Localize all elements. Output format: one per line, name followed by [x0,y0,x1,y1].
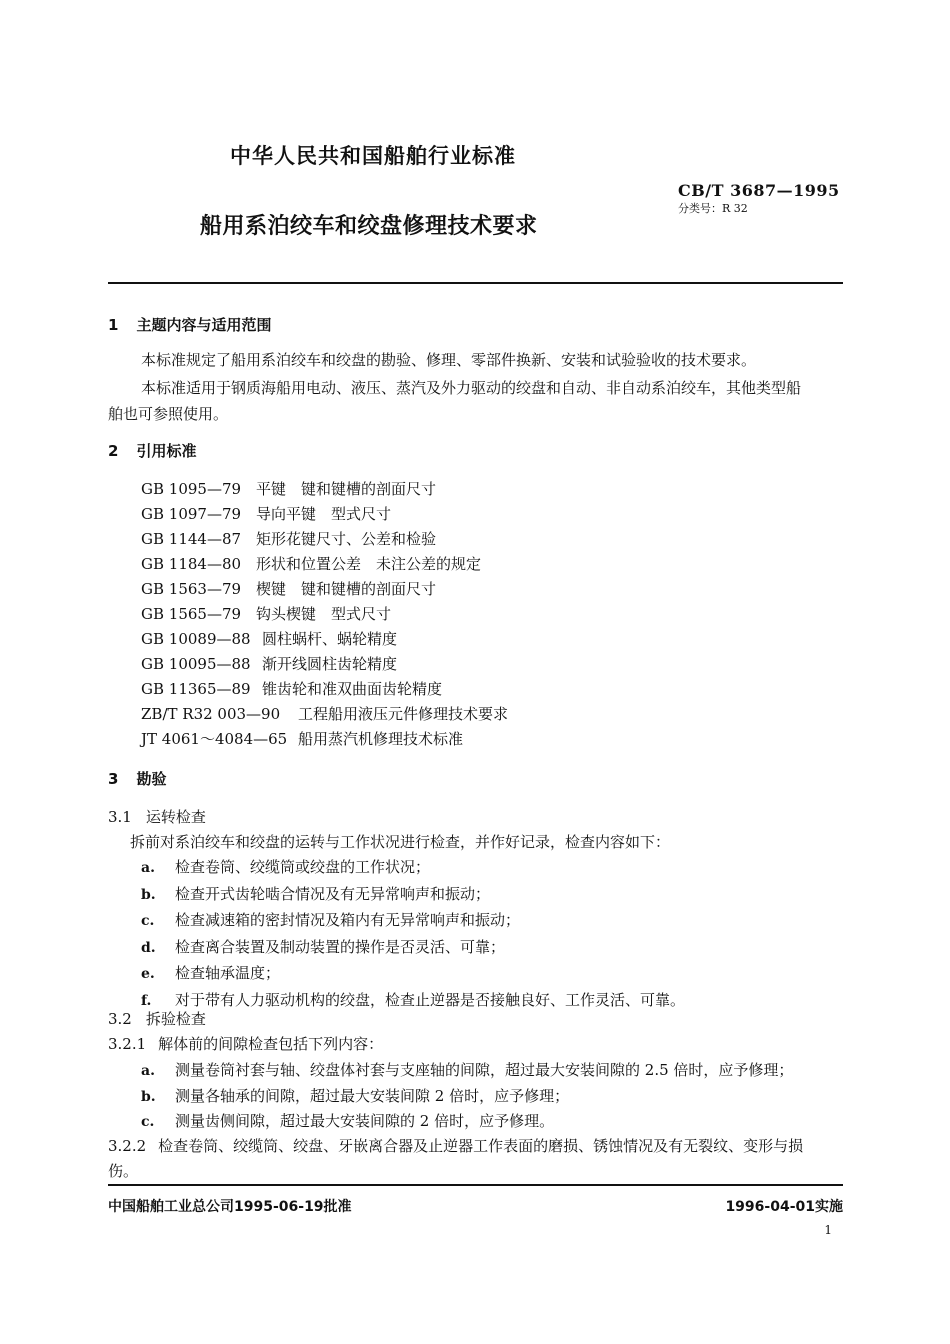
item-label: c. [141,1114,155,1130]
section-3-heading [108,768,166,789]
item-text: 检查轴承温度； [175,964,281,982]
reference-item [141,728,508,753]
reference-code: ZB/T R32 003—90 [141,705,281,723]
reference-title: 平键 键和键槽的剖面尺寸 [256,480,437,498]
implementation-date: 1996-04-01实施 [725,1199,843,1215]
reference-item [141,628,508,653]
list-item [141,1085,793,1111]
clause-3-2-2 [108,1135,803,1156]
subsection-number: 3.2 [108,1010,132,1028]
item-text: 检查减速箱的密封情况及箱内有无异常响声和振动； [175,911,521,929]
subsection-number: 3.1 [108,808,132,826]
section-2-heading [108,440,196,461]
reference-code: GB 10089—88 [141,630,251,648]
clearance-list [141,1059,793,1136]
item-text: 测量卷筒衬套与轴、绞盘体衬套与支座轴的间隙，超过最大安装间隙的 2.5 倍时，应予修理； [175,1061,794,1079]
list-item [141,936,685,963]
section-1-para-2-line-1: 本标准适用于钢质海船用电动、液压、蒸汽及外力驱动的绞盘和自动、非自动系泊绞车，其他类型船 [141,379,802,397]
item-label: a. [141,860,155,876]
reference-item [141,553,508,578]
classification-number: 分类号：R 32 [678,202,748,215]
reference-item [141,478,508,503]
clause-text: 检查卷筒、绞缆筒、绞盘、牙嵌离合器及止逆器工作表面的磨损、锈蚀情况及有无裂纹、变形与损 [158,1137,804,1155]
reference-code: GB 10095—88 [141,655,251,673]
reference-code: GB 1097—79 [141,505,242,523]
list-item [141,989,685,1016]
list-item [141,1059,793,1085]
section-title: 引用标准 [136,442,197,460]
reference-code: GB 1095—79 [141,480,242,498]
reference-title: 工程船用液压元件修理技术要求 [298,705,509,723]
clause-number: 3.2.2 [108,1137,147,1155]
section-1-para-1: 本标准规定了船用系泊绞车和绞盘的勘验、修理、零部件换新、安装和试验验收的技术要求。 [141,351,757,369]
reference-item [141,503,508,528]
section-number: 2 [108,442,119,460]
subsection-title: 运转检查 [145,808,206,826]
item-label: c. [141,913,155,929]
issuing-authority: 中华人民共和国船舶行业标准 [230,144,516,168]
reference-item [141,653,508,678]
reference-item [141,528,508,553]
reference-title: 形状和位置公差 未注公差的规定 [256,555,482,573]
reference-item [141,678,508,703]
section-number: 3 [108,770,119,788]
clause-number: 3.2.1 [108,1035,147,1053]
reference-title: 钩头楔键 型式尺寸 [256,605,392,623]
reference-item [141,603,508,628]
section-number: 1 [108,316,119,334]
section-1-para-2-line-2: 舶也可参照使用。 [108,405,229,423]
reference-title: 渐开线圆柱齿轮精度 [262,655,398,673]
list-item [141,962,685,989]
item-text: 测量齿侧间隙，超过最大安装间隙的 2 倍时，应予修理。 [175,1112,555,1130]
document-title: 船用系泊绞车和绞盘修理技术要求 [200,214,538,239]
reference-code: GB 1563—79 [141,580,242,598]
reference-title: 楔键 键和键槽的剖面尺寸 [256,580,437,598]
reference-item [141,578,508,603]
footer-divider [108,1184,843,1186]
check-list [141,856,685,1015]
section-title: 主题内容与适用范围 [136,316,272,334]
item-label: b. [141,886,156,903]
reference-code: GB 11365—89 [141,680,251,698]
item-text: 测量各轴承的间隙，超过最大安装间隙 2 倍时，应予修理； [175,1086,570,1105]
reference-title: 锥齿轮和准双曲面齿轮精度 [262,680,443,698]
standard-number: CB/T 3687—1995 [678,181,840,200]
reference-code: GB 1565—79 [141,605,242,623]
item-text: 对于带有人力驱动机构的绞盘，检查止逆器是否接触良好、工作灵活、可靠。 [175,990,686,1009]
item-label: d. [141,939,156,956]
item-label: f. [141,992,152,1009]
item-text: 检查离合装置及制动装置的操作是否灵活、可靠； [175,937,506,956]
list-item [141,856,685,883]
reference-title: 圆柱蜗杆、蜗轮精度 [262,630,398,648]
item-label: b. [141,1088,156,1105]
reference-code: GB 1184—80 [141,555,242,573]
reference-code: GB 1144—87 [141,530,242,548]
list-item [141,909,685,936]
list-item [141,1110,793,1136]
subsection-3-2-heading [108,1008,206,1029]
reference-item [141,703,508,728]
item-text: 检查开式齿轮啮合情况及有无异常响声和振动； [175,884,491,903]
item-label: e. [141,966,155,982]
subsection-3-1-intro: 拆前对系泊绞车和绞盘的运转与工作状况进行检查，并作好记录，检查内容如下： [130,833,671,851]
header-divider [108,282,843,284]
subsection-title: 拆验检查 [145,1010,206,1028]
clause-3-2-2-continuation: 伤。 [108,1162,139,1180]
clause-3-2-1 [108,1033,383,1054]
section-title: 勘验 [136,770,167,788]
subsection-3-1-heading [108,806,206,827]
reference-list [141,478,508,753]
approval-line: 中国船舶工业总公司1995-06-19批准 [108,1199,352,1215]
section-1-heading [108,314,271,335]
reference-title: 矩形花键尺寸、公差和检验 [256,530,437,548]
item-text: 检查卷筒、绞缆筒或绞盘的工作状况； [175,858,431,876]
item-label: a. [141,1063,155,1079]
list-item [141,883,685,910]
clause-text: 解体前的间隙检查包括下列内容： [158,1035,384,1053]
reference-title: 船用蒸汽机修理技术标准 [298,730,464,748]
page-number: 1 [824,1223,832,1237]
reference-code: JT 4061～4084—65 [141,730,288,748]
reference-title: 导向平键 型式尺寸 [256,505,392,523]
